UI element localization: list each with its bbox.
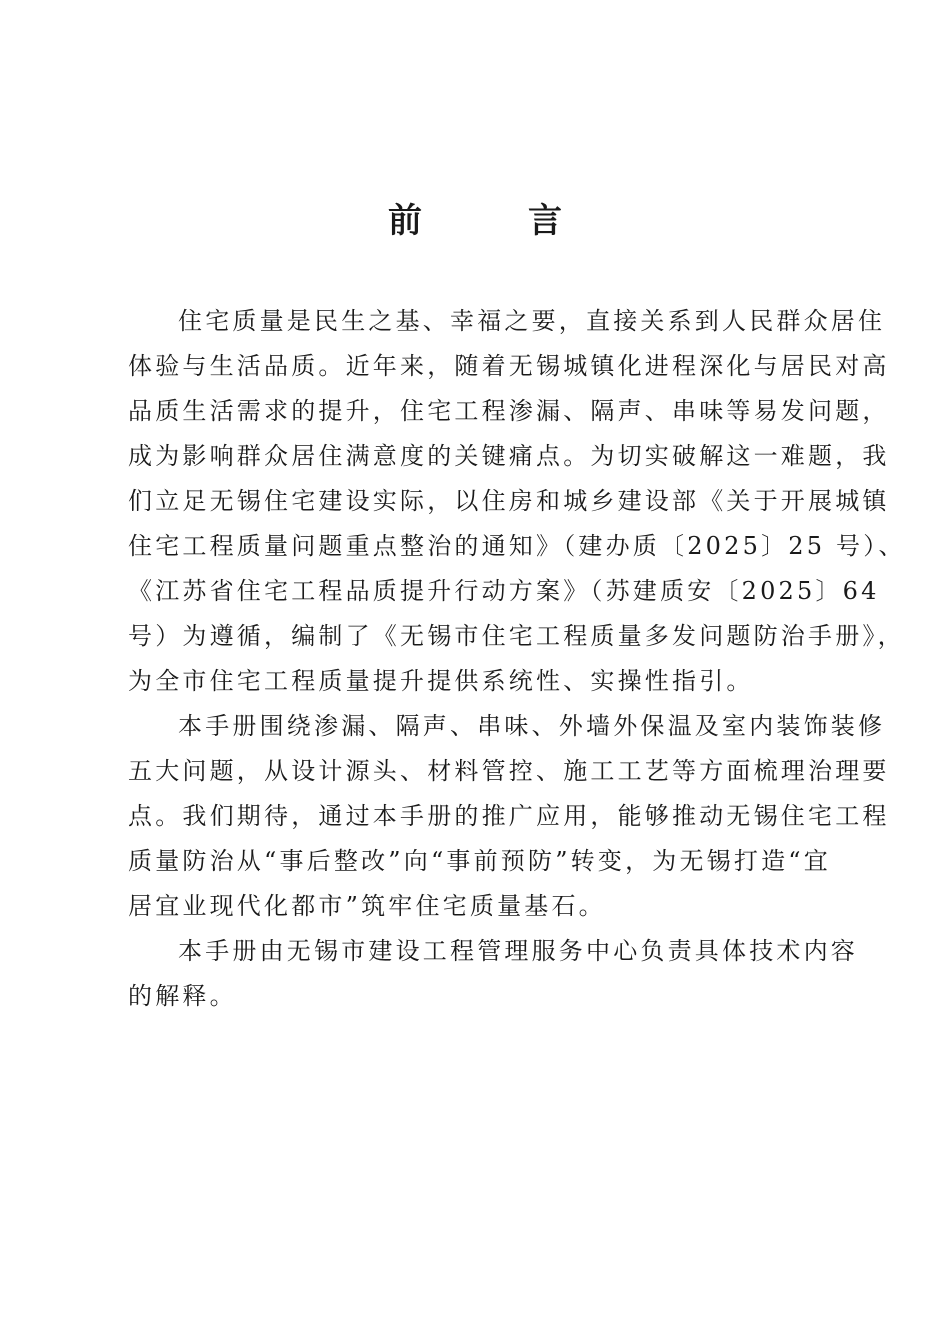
text-line: 们立足无锡住宅建设实际，以住房和城乡建设部《关于开展城镇 (128, 487, 890, 515)
text-line: 号）为遵循，编制了《无锡市住宅工程质量多发问题防治手册》， (128, 622, 905, 650)
text-line: 本手册由无锡市建设工程管理服务中心负责具体技术内容 (178, 937, 858, 965)
text-line: 质量防治从“事后整改”向“事前预防”转变，为无锡打造“宜 (128, 847, 831, 875)
text-line: 成为影响群众居住满意度的关键痛点。为切实破解这一难题，我 (128, 442, 890, 470)
text-line: 本手册围绕渗漏、隔声、串味、外墙外保温及室内装饰装修 (178, 712, 886, 740)
preface-body (128, 299, 906, 1019)
page-title: 前 言 (388, 201, 598, 241)
text-line: 点。我们期待，通过本手册的推广应用，能够推动无锡住宅工程 (128, 802, 890, 830)
text-line: 的解释。 (128, 982, 237, 1010)
text-line: 住宅质量是民生之基、幸福之要，直接关系到人民群众居住 (178, 307, 886, 335)
text-line: 为全市住宅工程质量提升提供系统性、实操性指引。 (128, 667, 754, 695)
text-line: 品质生活需求的提升，住宅工程渗漏、隔声、串味等易发问题， (128, 397, 890, 425)
text-line: 体验与生活品质。近年来，随着无锡城镇化进程深化与居民对高 (128, 352, 890, 380)
text-line: 住宅工程质量问题重点整治的通知》（建办质〔2025〕25 号）、 (128, 532, 906, 560)
text-line: 居宜业现代化都市”筑牢住宅质量基石。 (128, 892, 606, 920)
text-line: 《江苏省住宅工程品质提升行动方案》（苏建质安〔2025〕64 (128, 577, 880, 605)
text-line: 五大问题，从设计源头、材料管控、施工工艺等方面梳理治理要 (128, 757, 890, 785)
